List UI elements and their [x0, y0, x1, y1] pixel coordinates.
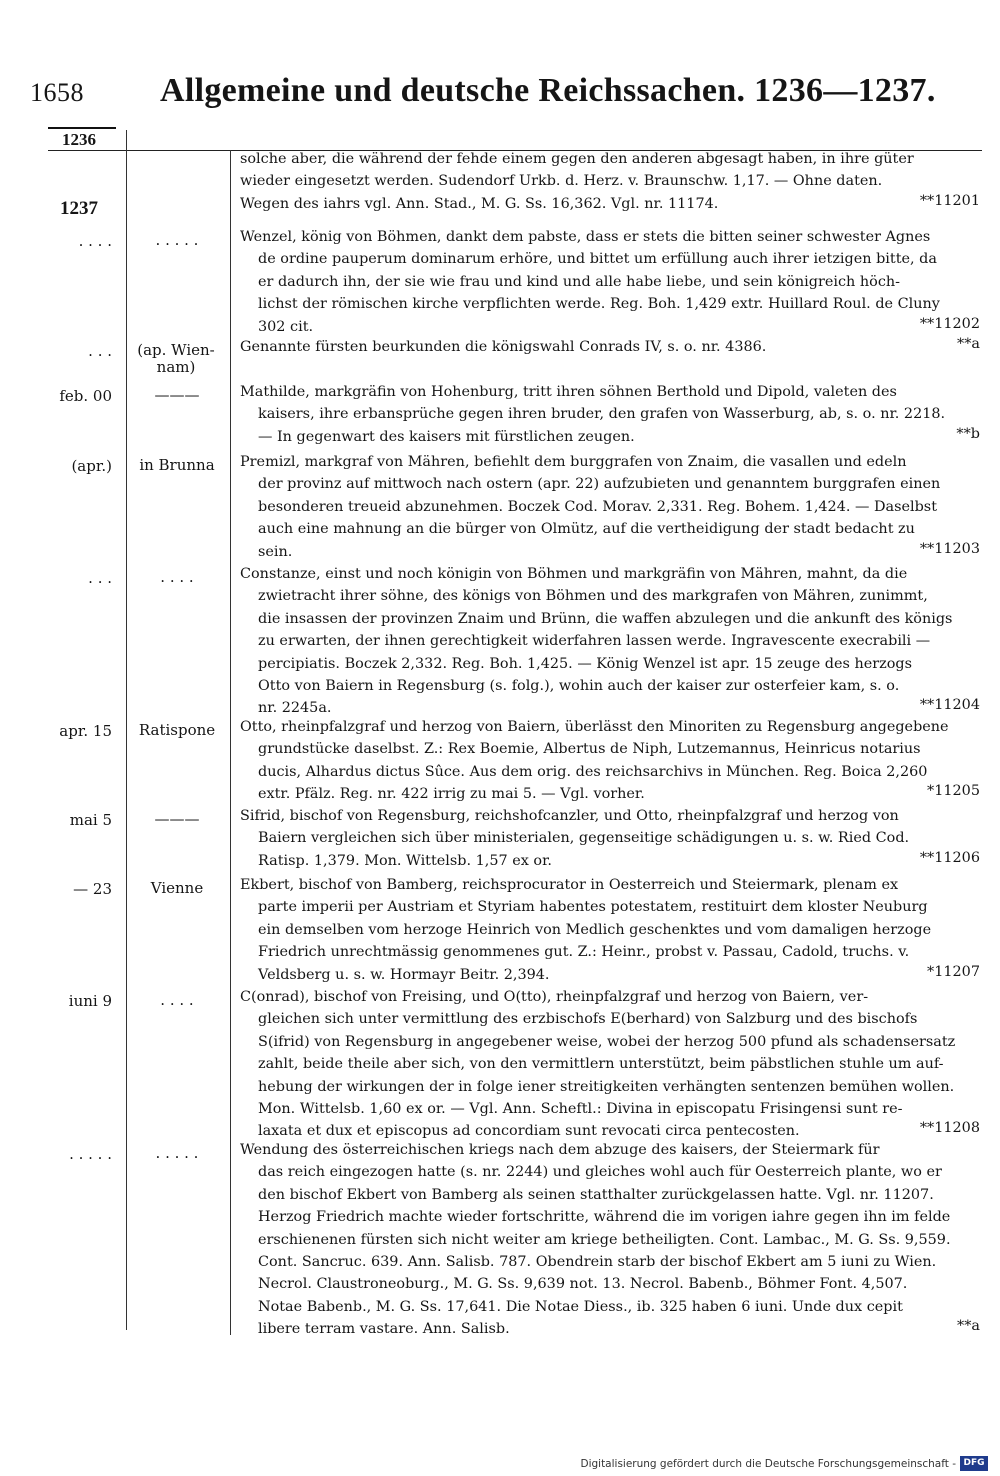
entry-text-line: Herzog Friedrich machte wieder fortschritte, während die im vorigen iahre gegen ihn im felde	[258, 1209, 951, 1226]
entry-number: **11202	[919, 315, 980, 332]
entry-date: (apr.)	[71, 457, 112, 475]
entry-text-line: Notae Babenb., M. G. Ss. 17,641. Die Notae Diess., ib. 325 haben 6 iuni. Unde dux cepit	[258, 1298, 903, 1315]
entry-date: . . . . .	[69, 1145, 112, 1163]
entry-text-line: sein.	[258, 543, 293, 560]
entry-text	[240, 874, 978, 986]
year-rule	[48, 127, 116, 129]
entry-text-line: Wendung des österreichischen kriegs nach dem abzuge des kaisers, der Steiermark für	[240, 1142, 880, 1158]
entry-place: ———	[154, 810, 200, 828]
entry-text-line: 302 cit.	[258, 318, 314, 335]
entry-text-line: Ratisp. 1,379. Mon. Wittelsb. 1,57 ex or.	[258, 852, 552, 869]
entry-number: **a	[957, 336, 980, 352]
entry-date: apr. 15	[59, 722, 112, 740]
entry-text-line: laxata et dux et episcopus ad concordiam sunt revocati circa pentecosten.	[258, 1123, 800, 1140]
entry-text-line: wieder eingesetzt werden. Sudendorf Urkb. d. Herz. v. Braunschw. 1,17. — Ohne daten.	[240, 173, 883, 190]
entry-date: . . .	[88, 342, 112, 360]
entry-text-line: Otto von Baiern in Regensburg (s. folg.), wohin auch der kaiser zur osterfeier kam, s. o.	[258, 678, 900, 695]
entry-date: — 23	[73, 880, 112, 898]
entry-text-line: Cont. Sancruc. 639. Ann. Salisb. 787. Obendrein starb der bischof Ekbert am 5 iuni zu Wien.	[258, 1254, 937, 1271]
entry-date: . . . .	[78, 232, 112, 250]
entry-text-line: ein demselben vom herzoge Heinrich von Medlich geschenktes und vom damaligen herzoge	[258, 921, 932, 938]
entry-text-line: percipiatis. Boczek 2,332. Reg. Boh. 1,425. — König Wenzel ist apr. 15 zeuge des herzogs	[258, 655, 912, 672]
entry-text-line: Veldsberg u. s. w. Hormayr Beitr. 2,394.	[258, 966, 550, 983]
page-number: 1658	[30, 78, 84, 107]
entry-text-line: er dadurch ihn, der sie wie frau und kind und alle habe liebe, und sein königreich höch-	[258, 273, 901, 290]
entry-place: Vienne	[150, 879, 204, 897]
entry-text-line: nr. 2245a.	[258, 700, 332, 717]
entry-text-line: den bischof Ekbert von Bamberg als seinen statthalter zurückgelassen hatte. Vgl. nr. 11207.	[258, 1186, 934, 1203]
entry-text-line: zu erwarten, der ihnen gerechtigkeit widerfahren lassen werde. Ingravescente execrabili —	[258, 633, 931, 650]
entry-text	[240, 226, 978, 338]
entry-place: ———	[154, 386, 200, 404]
entry-place: in Brunna	[139, 456, 215, 474]
entry-number: **11201	[919, 192, 980, 209]
entry-number: **11203	[919, 540, 980, 557]
entry-date: feb. 00	[59, 387, 112, 405]
entry-text-line: das reich eingezogen hatte (s. nr. 2244) und gleiches wohl auch für Oesterreich plante, wo er	[258, 1164, 942, 1181]
entry-text-line: Wenzel, könig von Böhmen, dankt dem pabste, dass er stets die bitten seiner schwester Agnes	[240, 229, 931, 245]
entry-number: **b	[956, 425, 980, 442]
entry-text-line: Otto, rheinpfalzgraf und herzog von Baiern, überlässt den Minoriten zu Regensburg angegebene	[240, 719, 949, 735]
entry-text-line: zahlt, beide theile aber sich, von den vermittlern unterstützt, beim päbstlichen stuhle um auf-	[258, 1056, 944, 1073]
entry-text-line: C(onrad), bischof von Freising, und O(tto), rheinpfalzgraf und herzog von Baiern, ver-	[240, 989, 869, 1005]
entry-text-line: parte imperii per Austriam et Styriam habentes potestatem, restituirt dem kloster Neuburg	[258, 899, 928, 916]
column-divider-place	[230, 150, 231, 1335]
entry-text-line: Sifrid, bischof von Regensburg, reichshofcanzler, und Otto, rheinpfalzgraf und herzog von	[240, 808, 899, 824]
entry-text-line: grundstücke daselbst. Z.: Rex Boemie, Albertus de Niph, Lutzemannus, Heinricus notarius	[258, 741, 921, 758]
year-label-1237: 1237	[60, 198, 98, 219]
entry-text	[240, 381, 978, 448]
entry-text	[240, 1139, 978, 1341]
dfg-logo: DFG	[960, 1456, 988, 1471]
entry-text	[240, 805, 978, 872]
page-header	[30, 72, 980, 122]
entry-date: . . .	[88, 569, 112, 587]
entry-text-line: Constanze, einst und noch königin von Böhmen und markgräfin von Mähren, mahnt, da die	[240, 566, 908, 582]
entry-number: **11204	[919, 697, 980, 714]
entry-text	[240, 451, 978, 563]
column-divider-date	[126, 130, 127, 1330]
entry-text-line: Premizl, markgraf von Mähren, befiehlt dem burggrafen von Znaim, die vasallen und edeln	[240, 454, 907, 470]
entry-place: . . . . .	[155, 231, 199, 249]
entry-place: . . . .	[160, 991, 194, 1009]
entry-number: **11208	[919, 1120, 980, 1137]
entry-place: Ratispone	[138, 721, 216, 739]
entry-text	[240, 716, 978, 806]
entry-text-line: Necrol. Claustroneoburg., M. G. Ss. 9,639 not. 13. Necrol. Babenb., Böhmer Font. 4,507.	[258, 1276, 908, 1293]
entry-number: *11207	[927, 963, 980, 980]
entry-text-line: — In gegenwart des kaisers mit fürstlichen zeugen.	[258, 428, 635, 445]
entry-text-line: de ordine pauperum dominarum erhöre, und bittet um erfüllung auch ihrer ietzigen bitte, da	[258, 251, 937, 268]
page-footer	[0, 1456, 1000, 1476]
entry-text-line: gleichen sich unter vermittlung des erzbischofs E(berhard) von Salzburg und des bischofs	[258, 1011, 918, 1028]
entry-text-line: zwietracht ihrer söhne, des königs von Böhmen und des markgrafen von Mähren, zunimmt,	[258, 588, 928, 605]
entry-text	[240, 148, 978, 215]
entry-text	[240, 336, 978, 358]
entry-text-line: besonderen treueid abzunehmen. Boczek Cod. Morav. 2,331. Reg. Bohem. 1,424. — Daselbst	[258, 498, 937, 515]
entry-text-line: Genannte fürsten beurkunden die königswahl Conrads IV, s. o. nr. 4386.	[240, 339, 767, 355]
entry-text-line: Mon. Wittelsb. 1,60 ex or. — Vgl. Ann. Scheftl.: Divina in episcopatu Frisingensi sunt re-	[258, 1101, 903, 1118]
funding-note: Digitalisierung gefördert durch die Deutsche Forschungsgemeinschaft -	[580, 1458, 956, 1470]
entry-text	[240, 563, 978, 720]
entry-number: **a	[957, 1318, 980, 1335]
entry-text-line: erschienenen fürsten sich nicht weiter am kriege betheiligten. Cont. Lambac., M. G. Ss. 9,559.	[258, 1231, 951, 1248]
entry-text-line: hebung der wirkungen der in folge iener streitigkeiten verhängten sentenzen bemühen wollen.	[258, 1078, 955, 1095]
entry-text-line: der provinz auf mittwoch nach ostern (apr. 22) aufzubieten und genanntem burggrafen einen	[258, 476, 941, 493]
entry-place: (ap. Wien- nam)	[137, 341, 215, 376]
entry-text-line: libere terram vastare. Ann. Salisb.	[258, 1321, 510, 1338]
entry-place: . . . . .	[155, 1144, 199, 1162]
entry-text-line: Wegen des iahrs vgl. Ann. Stad., M. G. Ss. 16,362. Vgl. nr. 11174.	[240, 195, 719, 212]
entry-text-line: extr. Pfälz. Reg. nr. 422 irrig zu mai 5. — Vgl. vorher.	[258, 786, 645, 803]
entry-text-line: lichst der römischen kirche verpflichten werde. Reg. Boh. 1,429 extr. Huillard Roul. de Cluny	[258, 296, 940, 313]
entry-date: iuni 9	[68, 992, 112, 1010]
entry-text-line: Ekbert, bischof von Bamberg, reichsprocurator in Oesterreich und Steiermark, plenam ex	[240, 877, 899, 893]
entry-text-line: solche aber, die während der fehde einem gegen den anderen abgesagt haben, in ihre güter	[240, 151, 914, 167]
year-label-1236: 1236	[62, 130, 96, 149]
entry-place: . . . .	[160, 568, 194, 586]
entry-text-line: kaisers, ihre erbansprüche gegen ihren bruder, den grafen von Wasserburg, ab, s. o. nr. 2218.	[258, 406, 946, 423]
entry-text-line: ducis, Alhardus dictus Sûce. Aus dem orig. des reichsarchivs in München. Reg. Boica 2,260	[258, 763, 928, 780]
entry-date: mai 5	[69, 811, 112, 829]
entry-text-line: Friedrich unrechtmässig genommenes gut. Z.: Heinr., probst v. Passau, Cadold, truchs. v.	[258, 944, 910, 961]
entry-text-line: Mathilde, markgräfin von Hohenburg, tritt ihren söhnen Berthold und Dipold, valeten des	[240, 384, 897, 400]
page-title: Allgemeine und deutsche Reichssachen. 1236—1237.	[160, 72, 936, 109]
entry-text-line: auch eine mahnung an die bürger von Olmütz, auf die vertheidigung der stadt bedacht zu	[258, 521, 915, 538]
entry-text	[240, 986, 978, 1143]
entry-number: **11206	[919, 849, 980, 866]
entry-text-line: Baiern vergleichen sich über ministerialen, gegenseitige schädigungen u. s. w. Ried Cod.	[258, 830, 910, 847]
entry-text-line: S(ifrid) von Regensburg in angegebener weise, wobei der herzog 500 pfund als schadensersatz	[258, 1033, 956, 1050]
entry-text-line: die insassen der provinzen Znaim und Brünn, die waffen abzulegen und die ankunft des königs	[258, 610, 953, 627]
entry-number: *11205	[927, 783, 980, 800]
